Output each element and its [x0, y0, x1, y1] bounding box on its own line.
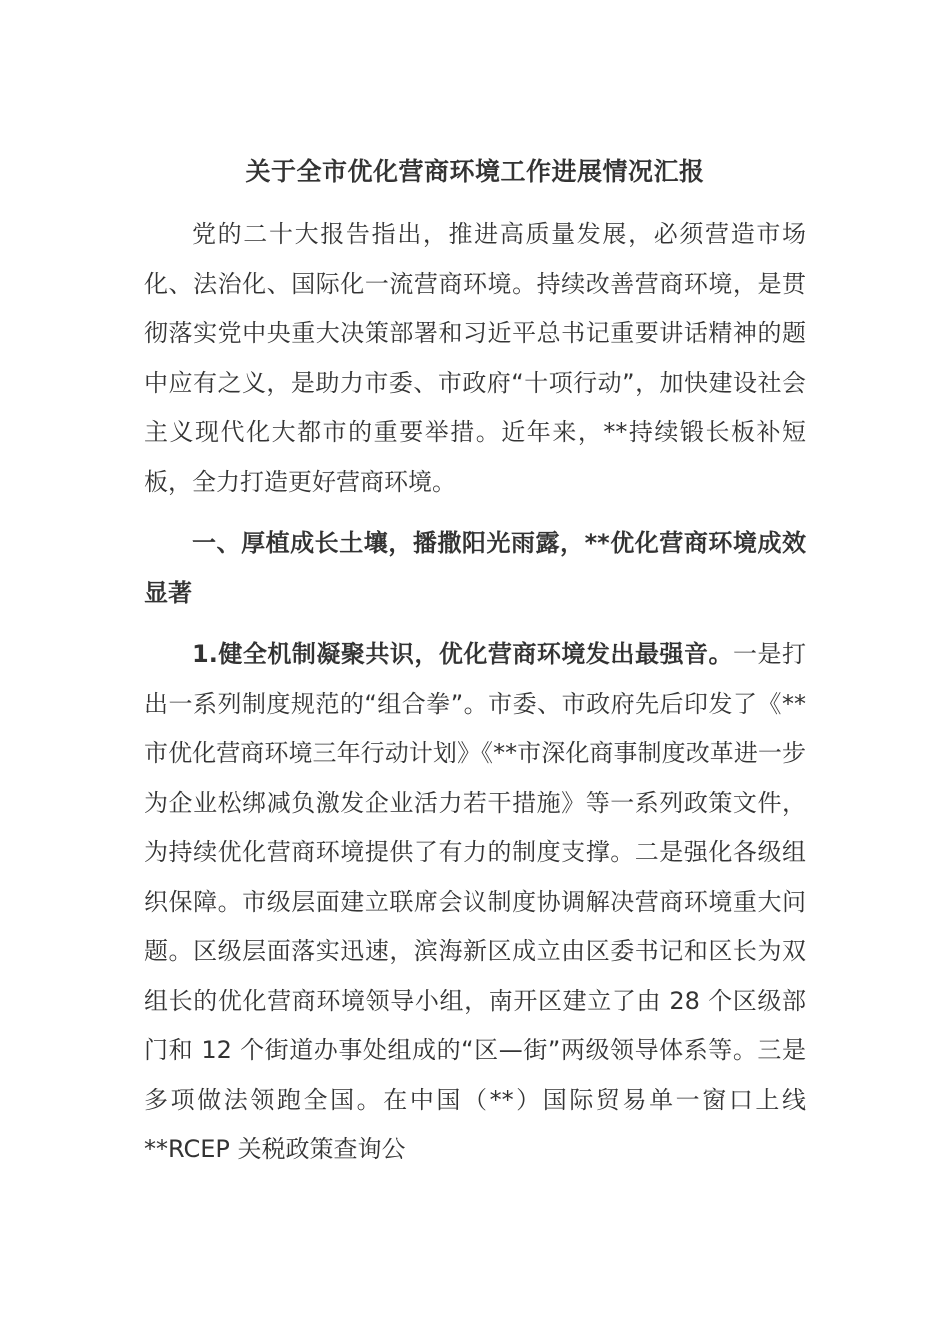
item-paragraph	[144, 630, 806, 1175]
item-body: 一是打出一系列制度规范的“组合拳”。市委、市政府先后印发了《**市优化营商环境三年行动计划》《**市深化商事制度改革进一步为企业松绑减负激发企业活力若干措施》等一系列政策文件，为持续优化营商环境提供了有力的制度支撑。二是强化各级组织保障。市级层面建立联席会议制度协调解决营商环境重大问题。区级层面落实迅速，滨海新区成立由区委书记和区长为双组长的优化营商环境领导小组，南开区建立了由 28 个区级部门和 12 个街道办事处组成的“区—街”两级领导体系等。三是多项做法领跑全国。在中国（**）国际贸易单一窗口上线**RCEP 关税政策查询公	[144, 640, 806, 1163]
document-page	[144, 152, 806, 1175]
section-heading: 一、厚植成长土壤，播撒阳光雨露，**优化营商环境成效显著	[144, 529, 806, 607]
intro-paragraph: 党的二十大报告指出，推进高质量发展，必须营造市场化、法治化、国际化一流营商环境。持续改善营商环境，是贯彻落实党中央重大决策部署和习近平总书记重要讲话精神的题中应有之义，是助力市委、市政府“十项行动”，加快建设社会主义现代化大都市的重要举措。近年来，**持续锻长板补短板，全力打造更好营商环境。	[144, 220, 806, 496]
document-title: 关于全市优化营商环境工作进展情况汇报	[245, 157, 705, 186]
item-lead: 1.健全机制凝聚共识，优化营商环境发出最强音。	[192, 640, 733, 668]
